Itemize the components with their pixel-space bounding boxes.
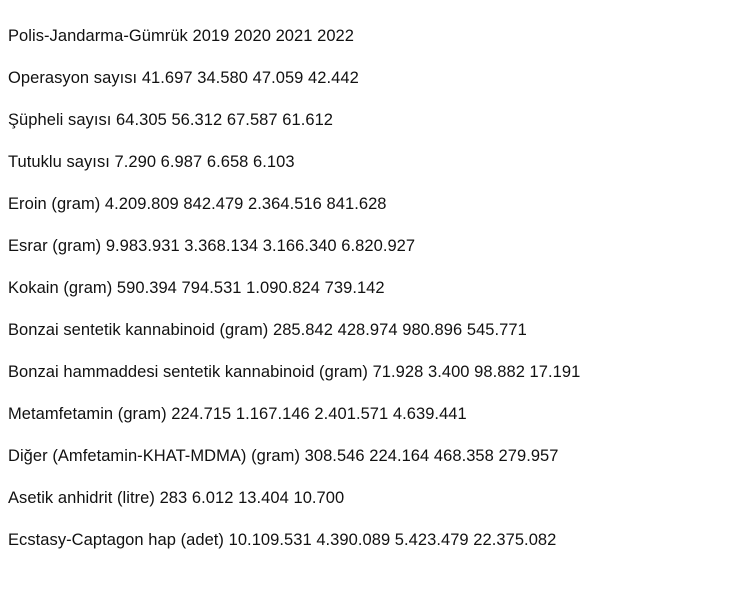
- bonzai-synthetic-line: Bonzai sentetik kannabinoid (gram) 285.842 428.974 980.896 545.771: [8, 321, 527, 339]
- other-drugs-line: Diğer (Amfetamin-KHAT-MDMA) (gram) 308.546 224.164 468.358 279.957: [8, 447, 559, 465]
- suspect-count-line: Şüpheli sayısı 64.305 56.312 67.587 61.612: [8, 111, 334, 129]
- header-line: Polis-Jandarma-Gümrük 2019 2020 2021 2022: [8, 27, 355, 45]
- acetic-anhydride-line: Asetik anhidrit (litre) 283 6.012 13.404 10.700: [8, 489, 345, 507]
- operation-count-line: Operasyon sayısı 41.697 34.580 47.059 42.442: [8, 69, 359, 87]
- cocaine-line: Kokain (gram) 590.394 794.531 1.090.824 739.142: [8, 279, 385, 297]
- cannabis-line: Esrar (gram) 9.983.931 3.368.134 3.166.340 6.820.927: [8, 237, 416, 255]
- methamphetamine-line: Metamfetamin (gram) 224.715 1.167.146 2.401.571 4.639.441: [8, 405, 467, 423]
- bonzai-raw-material-line: Bonzai hammaddesi sentetik kannabinoid (gram) 71.928 3.400 98.882 17.191: [8, 363, 581, 381]
- arrest-count-line: Tutuklu sayısı 7.290 6.987 6.658 6.103: [8, 153, 295, 171]
- ecstasy-captagon-line: Ecstasy-Captagon hap (adet) 10.109.531 4.390.089 5.423.479 22.375.082: [8, 531, 557, 549]
- document-body: [8, 26, 720, 572]
- heroin-line: Eroin (gram) 4.209.809 842.479 2.364.516 841.628: [8, 195, 387, 213]
